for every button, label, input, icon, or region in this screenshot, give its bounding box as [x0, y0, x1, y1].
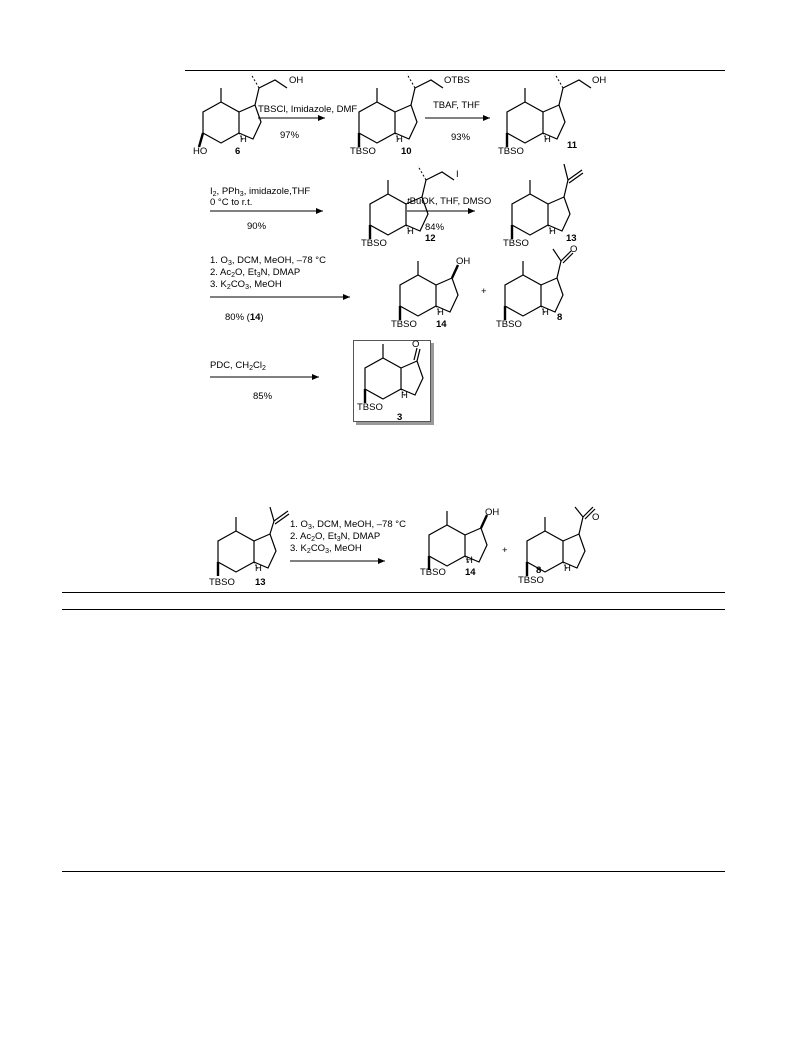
s2-c13-h: H — [255, 563, 262, 574]
c6-num: 6 — [235, 146, 241, 157]
step3-reagents-line2: 0 °C to r.t. — [210, 197, 253, 208]
c8-subst: O — [570, 244, 578, 255]
s2-step-line3: 3. $K_2CO_3$, MeOH — [290, 543, 362, 555]
c13-num: 13 — [566, 233, 577, 244]
c14-tbso: TBSO — [391, 319, 417, 330]
c8-tbso: TBSO — [496, 319, 522, 330]
c13-h: H — [549, 226, 556, 237]
c3-tbso: TBSO — [357, 402, 383, 413]
step6-yield: 85% — [253, 391, 273, 402]
s2-c14-tbso: TBSO — [420, 567, 446, 578]
s2-c8-subst: O — [592, 512, 600, 523]
c12-num: 12 — [425, 233, 436, 244]
c11-num: 11 — [567, 140, 578, 151]
step4-yield: 84% — [425, 222, 445, 233]
s2-c8-tbso: TBSO — [518, 575, 544, 586]
s2-step-line1: 1. $O_3$, DCM, MeOH, –78 °C — [290, 519, 406, 531]
c10-tbso: TBSO — [350, 146, 376, 157]
c13-tbso: TBSO — [503, 238, 529, 249]
table-rule-2 — [62, 609, 725, 610]
s2-plus-sign: + — [502, 545, 508, 556]
c12-h: H — [407, 226, 414, 237]
s2-c14-h: H — [466, 555, 473, 566]
c6-subst: OH — [289, 75, 304, 86]
c6-ho: HO — [193, 146, 208, 157]
step1-yield: 97% — [280, 130, 300, 141]
c3-subst: O — [412, 339, 420, 350]
top-rule — [185, 70, 725, 71]
c14-num: 14 — [436, 319, 447, 330]
s2-c13-num: 13 — [255, 577, 266, 588]
synthesis-scheme-1 — [185, 72, 725, 442]
c11-subst: OH — [592, 75, 607, 86]
s2-c14-subst: OH — [485, 507, 500, 518]
c8-num: 8 — [557, 312, 563, 323]
synthesis-scheme-2 — [200, 505, 600, 590]
step4-reagents: tBuOK, THF, DMSO — [407, 196, 492, 207]
c3-num: 3 — [397, 412, 403, 423]
s2-c14-num: 14 — [465, 567, 476, 578]
step3-reagents-line1: $I_2$, PPh$_3$, imidazole,THF — [210, 186, 311, 198]
step2-yield: 93% — [451, 132, 471, 143]
c14-h: H — [437, 307, 444, 318]
c6-h: H — [240, 134, 247, 145]
scheme-1-box-structure — [185, 72, 725, 442]
c10-h: H — [396, 134, 403, 145]
c3-h: H — [401, 390, 408, 401]
step3-yield: 90% — [247, 221, 267, 232]
step5-line2: 2. $Ac_2O$, $Et_3N$, DMAP — [210, 267, 301, 279]
s2-c13-tbso: TBSO — [209, 577, 235, 588]
step5-line1: 1. $O_3$, DCM, MeOH, –78 °C — [210, 255, 326, 267]
c14-subst: OH — [456, 256, 471, 267]
s2-step-line2: 2. $Ac_2O$, $Et_3N$, DMAP — [290, 531, 381, 543]
c11-tbso: TBSO — [498, 146, 524, 157]
table-rule-1 — [62, 592, 725, 593]
step6-reagents: PDC, $CH_2Cl_2$ — [210, 360, 266, 372]
step1-reagents: TBSCl, Imidazole, DMF — [258, 104, 358, 115]
step2-reagents: TBAF, THF — [433, 100, 480, 111]
c10-subst: OTBS — [444, 75, 470, 86]
c10-num: 10 — [401, 146, 412, 157]
plus-sign-1: + — [481, 286, 487, 297]
s2-c8-num: 8 — [536, 565, 542, 576]
step5-line3: 3. $K_2CO_3$, MeOH — [210, 279, 282, 291]
c11-h: H — [544, 134, 551, 145]
c12-tbso: TBSO — [361, 238, 387, 249]
step5-yield: 80% (14) — [225, 312, 264, 323]
c8-h: H — [542, 307, 549, 318]
s2-c8-h: H — [564, 563, 571, 574]
bottom-rule — [62, 871, 725, 872]
c12-subst: I — [456, 169, 459, 180]
